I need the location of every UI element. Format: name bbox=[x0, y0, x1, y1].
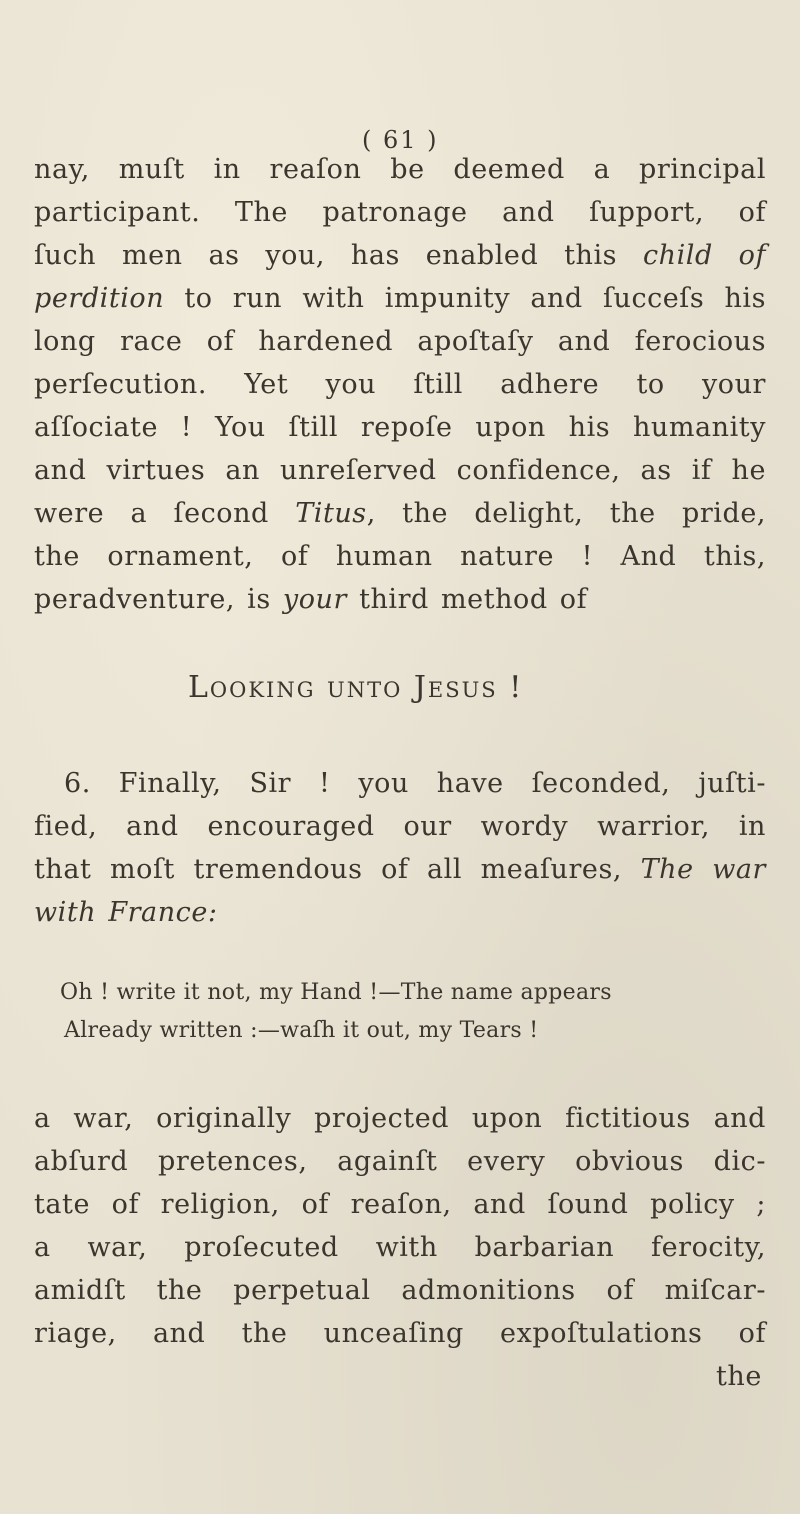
text-line: a war, proſecuted with barbarian ferocity, bbox=[34, 1232, 766, 1263]
text-line: the ornament, of human nature ! And this, bbox=[34, 541, 766, 572]
text-line: aſſociate ! You ſtill repoſe upon his humanity bbox=[34, 412, 766, 443]
catchword: the bbox=[716, 1361, 762, 1392]
text-line: fied, and encouraged our wordy warrior, in bbox=[34, 811, 766, 842]
italic-phrase: The war bbox=[640, 854, 766, 885]
italic-phrase: your bbox=[282, 584, 347, 615]
text-line: ſuch men as you, has enabled this child of bbox=[34, 240, 767, 271]
text-line: perſecution. Yet you ſtill adhere to your bbox=[34, 369, 766, 400]
text-line: perdition to run with impunity and ſucceſs his bbox=[34, 283, 766, 314]
text-line: that moſt tremendous of all meaſures, The war bbox=[34, 854, 766, 885]
quote-line: Already written :—waſh it out, my Tears ! bbox=[64, 1018, 539, 1043]
text-line bbox=[34, 897, 218, 928]
text-line: a war, originally projected upon fictitious and bbox=[34, 1103, 766, 1134]
text-line: riage, and the unceaſing expoſtulations of bbox=[34, 1318, 766, 1349]
text-line: nay, muſt in reaſon be deemed a principal bbox=[34, 154, 766, 185]
quote-line: Oh ! write it not, my Hand !—The name appears bbox=[60, 980, 612, 1005]
italic-phrase: child of bbox=[642, 240, 767, 271]
italic-phrase: Titus bbox=[295, 498, 367, 529]
text-line: participant. The patronage and ſupport, of bbox=[34, 197, 766, 228]
text-line: amidſt the perpetual admonitions of miſcar- bbox=[34, 1275, 766, 1306]
text-line: abſurd pretences, againſt every obvious dic- bbox=[34, 1146, 766, 1177]
italic-phrase: perdition bbox=[34, 283, 165, 314]
italic-phrase: with France: bbox=[34, 897, 218, 928]
text-line: 6. Finally, Sir ! you have ſeconded, juſti- bbox=[64, 768, 766, 799]
text-line: peradventure, is your third method of bbox=[34, 584, 588, 615]
page-number: ( 61 ) bbox=[362, 126, 439, 154]
heading: Looking unto Jesus ! bbox=[188, 670, 524, 705]
text-line: were a ſecond Titus, the delight, the pride, bbox=[34, 498, 766, 529]
text-line: and virtues an unreſerved confidence, as if he bbox=[34, 455, 766, 486]
text-line: long race of hardened apoſtaſy and ferocious bbox=[34, 326, 766, 357]
text-line: tate of religion, of reaſon, and ſound policy ; bbox=[34, 1189, 766, 1220]
